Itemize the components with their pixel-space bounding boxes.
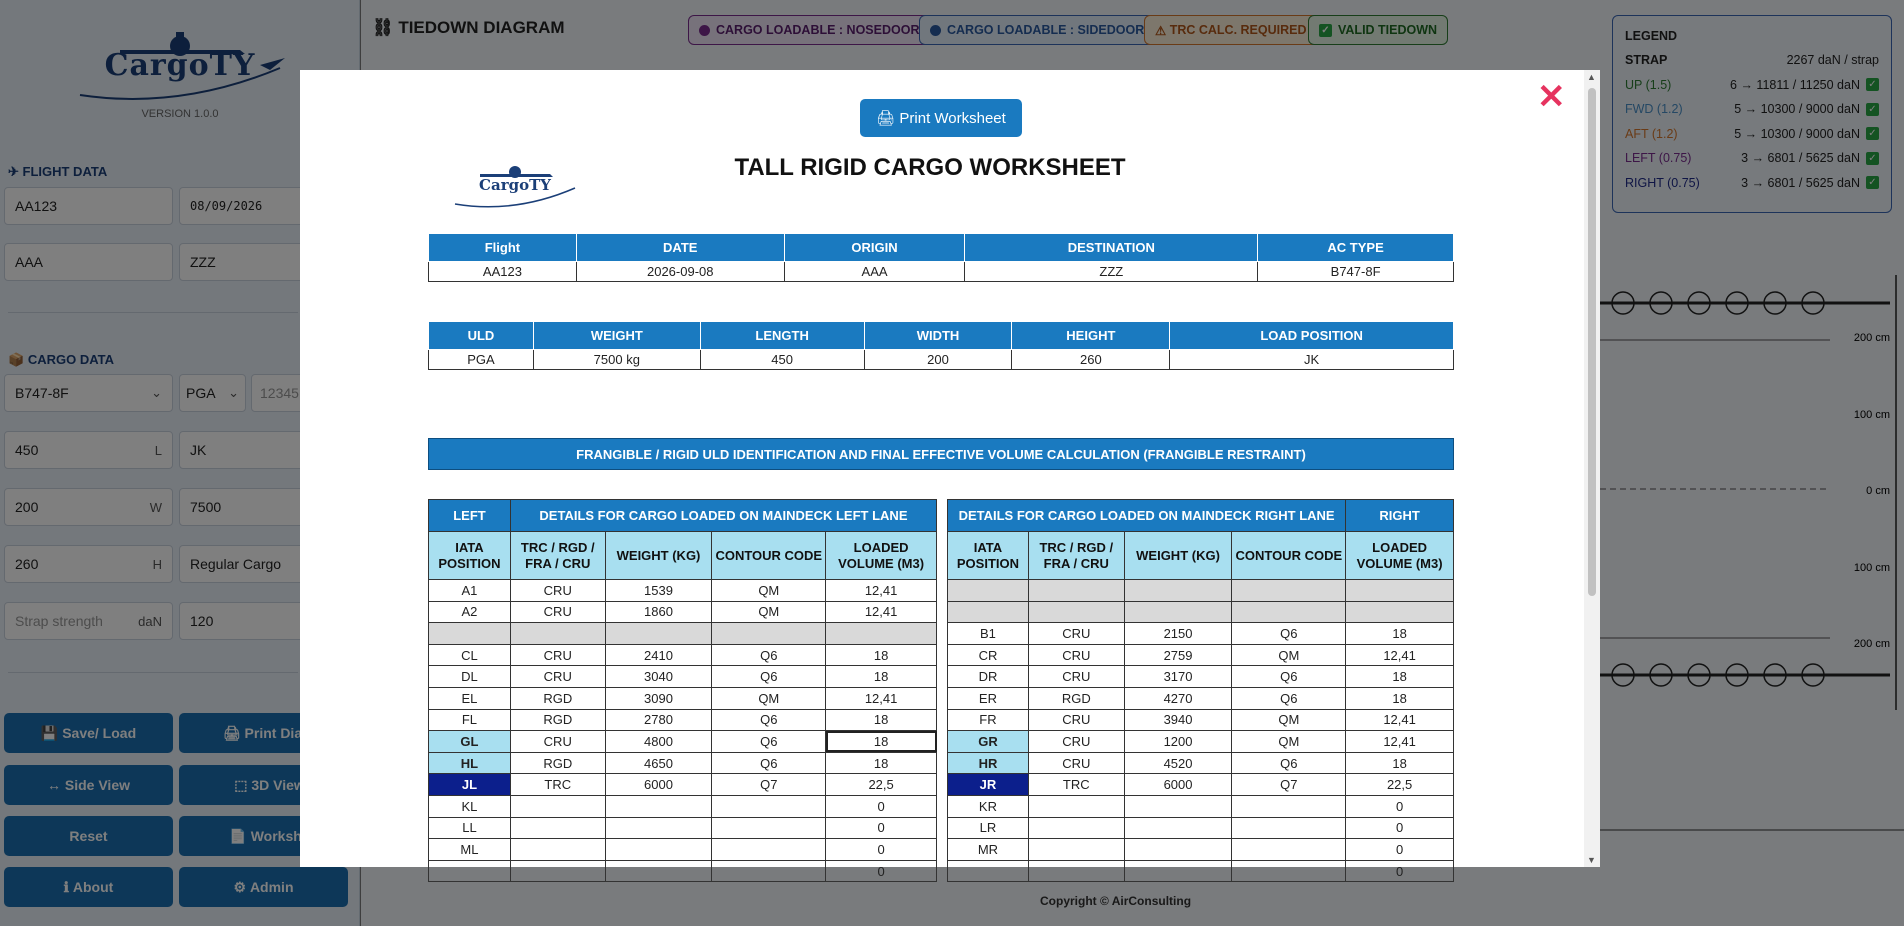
table-cell: 18 — [1346, 752, 1454, 774]
table-header-row — [429, 500, 937, 532]
table-cell: 0 — [1346, 795, 1454, 817]
column-header: IATA POSITION — [429, 532, 511, 580]
table-cell: 12,41 — [826, 580, 937, 602]
modal-scrollbar[interactable] — [1584, 70, 1600, 867]
table-cell: ML — [429, 839, 511, 861]
table-cell: 12,41 — [1346, 731, 1454, 753]
table-row — [948, 774, 1454, 796]
table-cell — [1124, 817, 1232, 839]
column-header: LOADED VOLUME (M3) — [826, 532, 937, 580]
table-cell: TRC — [1028, 774, 1124, 796]
table-header: DETAILS FOR CARGO LOADED ON MAINDECK RIGHT LANE — [948, 500, 1346, 532]
table-cell: CRU — [1028, 709, 1124, 731]
table-cell: FR — [948, 709, 1029, 731]
table-row — [948, 731, 1454, 753]
table-cell: KR — [948, 795, 1029, 817]
table-cell: QM — [712, 687, 826, 709]
table-row — [948, 752, 1454, 774]
table-cell — [605, 817, 712, 839]
table-cell: 0 — [826, 860, 937, 882]
table-row — [948, 580, 1454, 602]
table-cell: 3040 — [605, 666, 712, 688]
worksheet-modal — [300, 70, 1600, 879]
table-cell — [510, 860, 605, 882]
table-cell: CRU — [1028, 644, 1124, 666]
table-cell: Q6 — [1232, 752, 1346, 774]
table-cell: 450 — [700, 350, 864, 370]
print-worksheet-button[interactable] — [860, 99, 1022, 137]
table-cell — [1028, 817, 1124, 839]
table-cell: Q6 — [1232, 666, 1346, 688]
table-cell — [1346, 601, 1454, 623]
table-cell: CRU — [1028, 623, 1124, 645]
close-icon[interactable]: ✕ — [1537, 78, 1566, 116]
table-cell — [429, 623, 511, 645]
column-header: CONTOUR CODE — [712, 532, 826, 580]
column-header: WEIGHT (KG) — [1124, 532, 1232, 580]
table-cell: RGD — [510, 687, 605, 709]
table-cell: MR — [948, 839, 1029, 861]
table-cell[interactable]: 18 — [826, 731, 937, 753]
table-row — [948, 601, 1454, 623]
table-cell: FL — [429, 709, 511, 731]
table-row — [429, 580, 937, 602]
table-cell — [1124, 795, 1232, 817]
worksheet-logo-text: CargoTY — [479, 176, 551, 194]
table-cell: 6000 — [1124, 774, 1232, 796]
table-cell: CRU — [1028, 666, 1124, 688]
table-row — [948, 817, 1454, 839]
table-cell: 2410 — [605, 644, 712, 666]
table-cell: AA123 — [429, 262, 577, 282]
table-cell: CRU — [1028, 731, 1124, 753]
table-header: LENGTH — [700, 322, 864, 350]
table-row — [429, 839, 937, 861]
table-cell — [948, 580, 1029, 602]
column-header: CONTOUR CODE — [1232, 532, 1346, 580]
table-cell — [1232, 817, 1346, 839]
table-cell: 2150 — [1124, 623, 1232, 645]
column-header: TRC / RGD / FRA / CRU — [1028, 532, 1124, 580]
table-cell: 0 — [1346, 860, 1454, 882]
table-cell: 12,41 — [826, 687, 937, 709]
table-row — [948, 644, 1454, 666]
table-cell — [1028, 795, 1124, 817]
table-cell: 260 — [1012, 350, 1170, 370]
table-cell: Q7 — [712, 774, 826, 796]
scrollbar-thumb[interactable] — [1588, 88, 1596, 596]
table-cell — [510, 817, 605, 839]
table-cell: CL — [429, 644, 511, 666]
table-row — [948, 623, 1454, 645]
table-header: LOAD POSITION — [1170, 322, 1454, 350]
table-cell — [826, 623, 937, 645]
table-header: DESTINATION — [965, 234, 1258, 262]
frangible-banner: FRANGIBLE / RIGID ULD IDENTIFICATION AND FINAL EFFECTIVE VOLUME CALCULATION (FRANGIBLE RESTRAINT) — [428, 438, 1454, 470]
table-header: RIGHT — [1346, 500, 1454, 532]
table-cell: 3170 — [1124, 666, 1232, 688]
table-header: ULD — [429, 322, 534, 350]
table-cell: HR — [948, 752, 1029, 774]
printer-icon: 🖨 — [876, 110, 900, 127]
column-header: LOADED VOLUME (M3) — [1346, 532, 1454, 580]
table-cell — [948, 601, 1029, 623]
table-cell: JL — [429, 774, 511, 796]
table-cell: B747-8F — [1258, 262, 1454, 282]
table-cell: ER — [948, 687, 1029, 709]
table-header: ORIGIN — [784, 234, 965, 262]
uld-info-table — [428, 321, 1454, 370]
table-row — [948, 666, 1454, 688]
table-cell — [1124, 580, 1232, 602]
table-cell: GL — [429, 731, 511, 753]
table-header-row — [429, 322, 1454, 350]
table-cell: 4270 — [1124, 687, 1232, 709]
table-cell: 2780 — [605, 709, 712, 731]
table-cell: Q6 — [712, 752, 826, 774]
table-cell — [605, 795, 712, 817]
table-cell: 18 — [1346, 687, 1454, 709]
scroll-down-icon[interactable]: ▼ — [1587, 855, 1596, 865]
table-cell: CRU — [510, 644, 605, 666]
table-cell: CRU — [510, 601, 605, 623]
table-row — [429, 623, 937, 645]
table-cell: RGD — [510, 752, 605, 774]
table-cell — [1232, 839, 1346, 861]
table-cell: Q6 — [712, 731, 826, 753]
table-cell: 18 — [826, 752, 937, 774]
table-cell: 1200 — [1124, 731, 1232, 753]
table-cell: 2759 — [1124, 644, 1232, 666]
table-row — [429, 774, 937, 796]
table-row — [429, 731, 937, 753]
table-cell: A1 — [429, 580, 511, 602]
scroll-up-icon[interactable]: ▲ — [1587, 72, 1596, 82]
table-cell — [1232, 860, 1346, 882]
table-cell: Q6 — [1232, 687, 1346, 709]
table-header: Flight — [429, 234, 577, 262]
table-header: WIDTH — [864, 322, 1012, 350]
table-row — [948, 709, 1454, 731]
table-cell: 18 — [826, 666, 937, 688]
table-cell: RGD — [1028, 687, 1124, 709]
table-cell — [712, 817, 826, 839]
table-cell — [948, 860, 1029, 882]
table-cell — [1028, 839, 1124, 861]
table-row — [429, 860, 937, 882]
table-cell: JR — [948, 774, 1029, 796]
table-cell: 0 — [826, 817, 937, 839]
table-cell: 12,41 — [1346, 709, 1454, 731]
column-header: TRC / RGD / FRA / CRU — [510, 532, 605, 580]
table-cell — [1124, 860, 1232, 882]
column-header: WEIGHT (KG) — [605, 532, 712, 580]
table-cell: EL — [429, 687, 511, 709]
table-row — [429, 644, 937, 666]
table-cell: 4650 — [605, 752, 712, 774]
table-cell: 7500 kg — [533, 350, 700, 370]
table-cell — [1232, 580, 1346, 602]
worksheet-title: TALL RIGID CARGO WORKSHEET — [734, 154, 1126, 181]
table-header-row — [948, 532, 1454, 580]
table-cell — [1232, 795, 1346, 817]
table-cell: 6000 — [605, 774, 712, 796]
table-cell — [1124, 601, 1232, 623]
table-cell — [510, 795, 605, 817]
table-cell: 2026-09-08 — [576, 262, 784, 282]
table-header-row — [429, 532, 937, 580]
table-row — [948, 795, 1454, 817]
worksheet-logo — [445, 152, 585, 212]
table-cell: 18 — [1346, 666, 1454, 688]
table-cell — [605, 860, 712, 882]
table-cell: Q6 — [712, 709, 826, 731]
table-cell — [510, 839, 605, 861]
table-row — [429, 687, 937, 709]
table-cell: 0 — [826, 839, 937, 861]
table-cell: Q7 — [1232, 774, 1346, 796]
table-cell: QM — [1232, 709, 1346, 731]
table-cell — [1028, 860, 1124, 882]
table-cell — [712, 860, 826, 882]
table-cell: HL — [429, 752, 511, 774]
table-row — [948, 687, 1454, 709]
table-cell: 12,41 — [826, 601, 937, 623]
table-cell: DR — [948, 666, 1029, 688]
table-cell: QM — [1232, 644, 1346, 666]
table-cell: CRU — [1028, 752, 1124, 774]
flight-info-table — [428, 233, 1454, 282]
table-cell: AAA — [784, 262, 965, 282]
table-cell: 22,5 — [826, 774, 937, 796]
table-cell: ZZZ — [965, 262, 1258, 282]
table-cell: 1860 — [605, 601, 712, 623]
table-cell: 18 — [1346, 623, 1454, 645]
table-row — [429, 350, 1454, 370]
table-cell: QM — [712, 601, 826, 623]
table-cell — [1028, 601, 1124, 623]
table-header: DATE — [576, 234, 784, 262]
table-cell: RGD — [510, 709, 605, 731]
table-cell: QM — [712, 580, 826, 602]
right-lane-table — [947, 499, 1454, 882]
table-header: AC TYPE — [1258, 234, 1454, 262]
table-cell: 12,41 — [1346, 644, 1454, 666]
table-cell: CRU — [510, 731, 605, 753]
table-cell: 1539 — [605, 580, 712, 602]
table-cell: DL — [429, 666, 511, 688]
table-cell — [429, 860, 511, 882]
table-cell: 22,5 — [1346, 774, 1454, 796]
table-header: WEIGHT — [533, 322, 700, 350]
table-cell: Q6 — [1232, 623, 1346, 645]
table-row — [429, 795, 937, 817]
table-cell: 3940 — [1124, 709, 1232, 731]
table-cell: TRC — [510, 774, 605, 796]
table-cell — [1346, 580, 1454, 602]
table-row — [429, 709, 937, 731]
table-cell: Q6 — [712, 644, 826, 666]
table-cell: 4800 — [605, 731, 712, 753]
table-header-row — [429, 234, 1454, 262]
table-cell: GR — [948, 731, 1029, 753]
table-cell — [712, 623, 826, 645]
table-cell: LR — [948, 817, 1029, 839]
table-cell: 18 — [826, 709, 937, 731]
table-cell: CRU — [510, 666, 605, 688]
table-cell: 4520 — [1124, 752, 1232, 774]
left-lane-table — [428, 499, 937, 882]
table-cell: CR — [948, 644, 1029, 666]
table-cell: 0 — [826, 795, 937, 817]
table-cell — [1232, 601, 1346, 623]
table-cell — [712, 795, 826, 817]
table-header: HEIGHT — [1012, 322, 1170, 350]
table-cell: KL — [429, 795, 511, 817]
table-cell — [1028, 580, 1124, 602]
table-cell — [712, 839, 826, 861]
table-cell: CRU — [510, 580, 605, 602]
table-cell: A2 — [429, 601, 511, 623]
table-cell: B1 — [948, 623, 1029, 645]
table-cell: LL — [429, 817, 511, 839]
table-cell — [510, 623, 605, 645]
table-cell — [1124, 839, 1232, 861]
table-cell: PGA — [429, 350, 534, 370]
table-row — [429, 817, 937, 839]
table-row — [429, 262, 1454, 282]
column-header: IATA POSITION — [948, 532, 1029, 580]
table-cell — [605, 839, 712, 861]
table-cell: 3090 — [605, 687, 712, 709]
table-cell: 200 — [864, 350, 1012, 370]
table-cell: QM — [1232, 731, 1346, 753]
table-header: LEFT — [429, 500, 511, 532]
table-cell: Q6 — [712, 666, 826, 688]
table-row — [429, 666, 937, 688]
table-header-row — [948, 500, 1454, 532]
table-header: DETAILS FOR CARGO LOADED ON MAINDECK LEFT LANE — [510, 500, 936, 532]
table-cell: JK — [1170, 350, 1454, 370]
table-row — [429, 601, 937, 623]
table-row — [948, 860, 1454, 882]
table-row — [429, 752, 937, 774]
table-cell: 0 — [1346, 817, 1454, 839]
table-row — [948, 839, 1454, 861]
table-cell: 0 — [1346, 839, 1454, 861]
table-cell — [605, 623, 712, 645]
table-cell: 18 — [826, 644, 937, 666]
print-worksheet-label: Print Worksheet — [899, 109, 1006, 127]
